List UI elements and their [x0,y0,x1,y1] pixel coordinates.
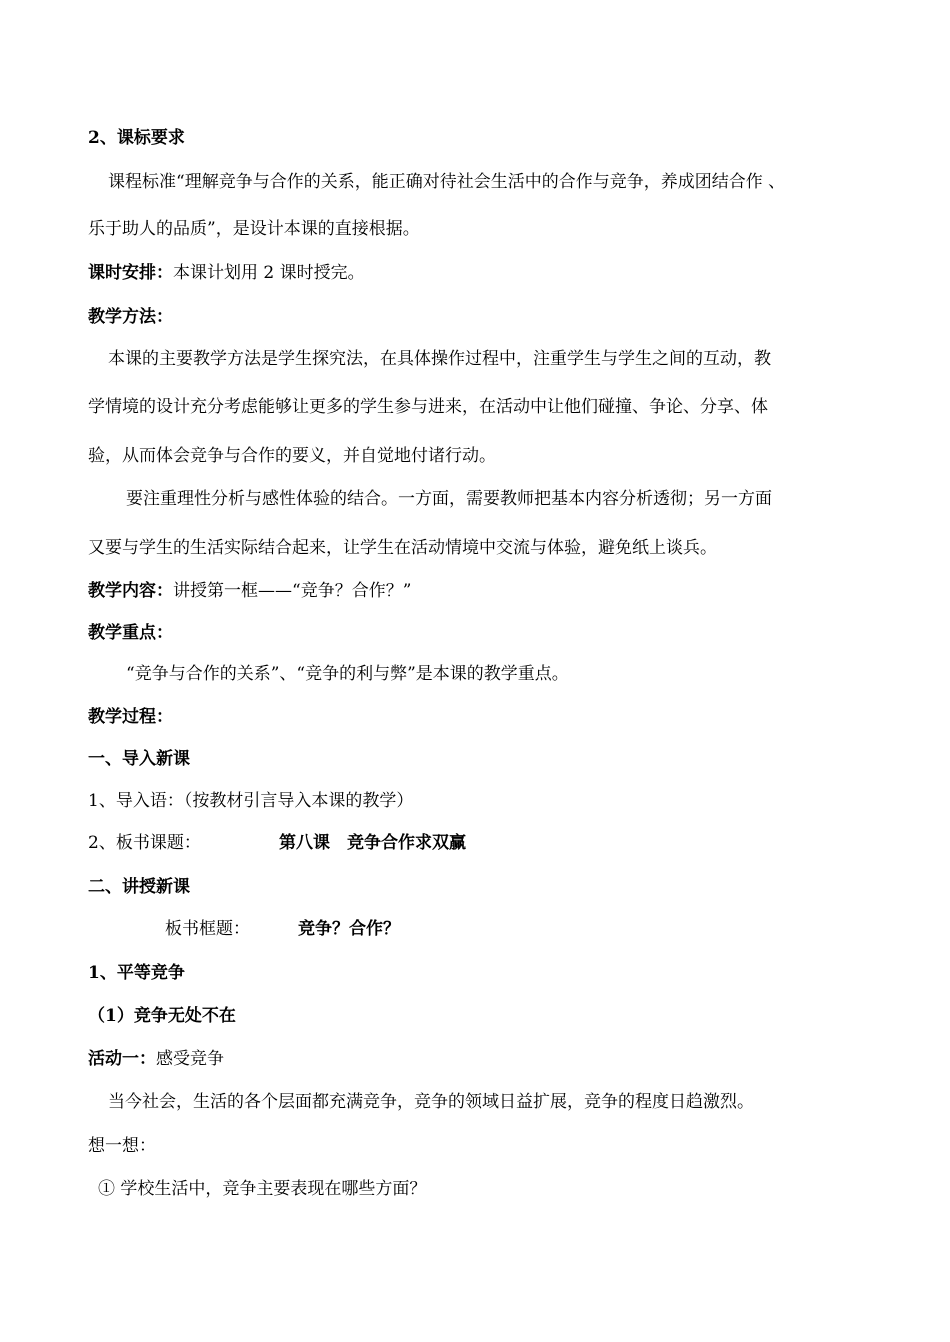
heading-pingdeng: 1、平等竞争 [88,963,185,983]
keshi-text: 本课计划用 2 课时授完。 [173,263,365,283]
keshi-label: 课时安排： [88,263,173,283]
kuangti-title: 竞争？合作？ [298,919,400,939]
paragraph-fangfa-line4: 要注重理性分析与感性体验的结合。一方面，需要教师把基本内容分析透彻；另一方面 [126,489,772,509]
neirong-label: 教学内容： [88,581,173,601]
heading-fangfa: 教学方法： [88,307,173,327]
kuangti-label: 板书框题： [165,919,250,939]
daoru-item-1: 1、导入语：（按教材引言导入本课的教学） [88,791,414,811]
paragraph-fangfa-line3: 验，从而体会竞争与合作的要义，并自觉地付诸行动。 [88,446,496,466]
neirong-text: 讲授第一框——“竞争？合作？” [173,581,412,601]
heading-daoru: 一、导入新课 [88,749,190,769]
paragraph-zhongdian: “竞争与合作的关系”、“竞争的利与弊”是本课的教学重点。 [126,664,569,684]
huodong-line [88,1048,224,1070]
paragraph-dangjin: 当今社会，生活的各个层面都充满竞争，竞争的领域日益扩展，竞争的程度日趋激烈。 [108,1092,754,1112]
paragraph-fangfa-line5: 又要与学生的生活实际结合起来，让学生在活动情境中交流与体验，避免纸上谈兵。 [88,538,717,558]
heading-jiangshou: 二、讲授新课 [88,877,190,897]
heading-guocheng: 教学过程： [88,707,173,727]
paragraph-kebiao-line2: 乐于助人的品质”，是设计本课的直接根据。 [88,219,420,239]
heading-wuchu: （1）竞争无处不在 [88,1006,236,1026]
question-1: ① 学校生活中，竞争主要表现在哪些方面？ [98,1179,427,1199]
xiang-label: 想一想： [88,1136,156,1156]
huodong-label: 活动一： [88,1049,156,1069]
heading-zhongdian: 教学重点： [88,623,173,643]
heading-kebiao: 2、课标要求 [88,128,185,148]
neirong-line [88,580,411,602]
keshi-line [88,262,365,284]
paragraph-kebiao-line1: 课程标准“理解竞争与合作的关系，能正确对待社会生活中的合作与竞争，养成团结合作 、 [108,172,786,192]
lesson-title: 第八课 竞争合作求双赢 [279,833,466,853]
daoru-item-2-label: 2、板书课题： [88,833,201,853]
paragraph-fangfa-line1: 本课的主要教学方法是学生探究法，在具体操作过程中，注重学生与学生之间的互动，教 [108,349,771,369]
paragraph-fangfa-line2: 学情境的设计充分考虑能够让更多的学生参与进来，在活动中让他们碰撞、争论、分享、体 [88,397,768,417]
huodong-text: 感受竞争 [156,1049,224,1069]
